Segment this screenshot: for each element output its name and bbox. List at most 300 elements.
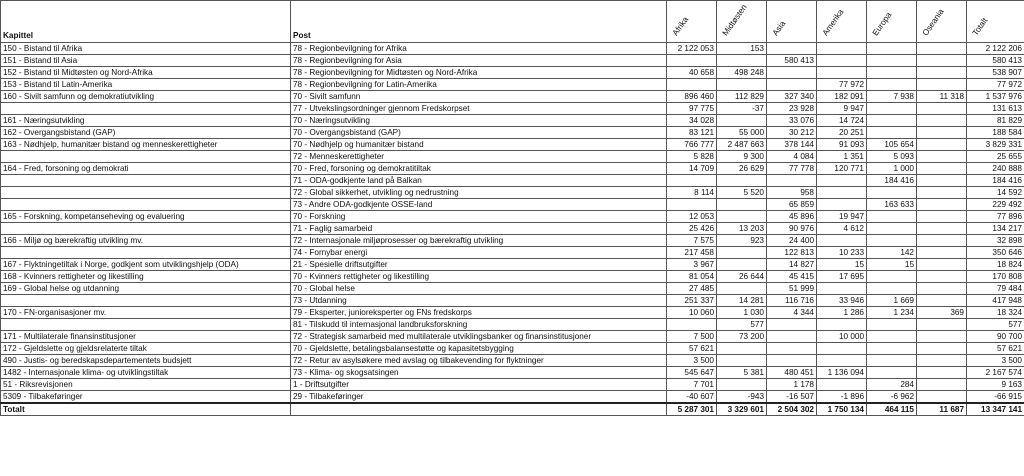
header-afrika: Afrika [667,1,717,43]
value-cell: 25 426 [667,223,717,235]
kapittel-cell: 170 - FN-organisasjoner mv. [1,307,291,319]
value-cell: 7 701 [667,379,717,391]
value-cell: -6 962 [867,391,917,404]
value-cell: 766 777 [667,139,717,151]
value-cell: 83 121 [667,127,717,139]
value-cell [917,235,967,247]
value-cell [917,283,967,295]
value-cell: 97 775 [667,103,717,115]
table-row [1,79,1024,91]
kapittel-cell: 490 - Justis- og beredskapsdepartementets budsjett [1,355,291,367]
value-cell [817,235,867,247]
table-row [1,55,1024,67]
value-cell: 1 000 [867,163,917,175]
table-row [1,391,1024,404]
table-row [1,319,1024,331]
header-amerika: Amerika [817,1,867,43]
value-cell [867,319,917,331]
post-cell: 72 - Internasjonale miljøprosesser og bærekraftig utvikling [291,235,667,247]
header-midtosten: Midtøsten [717,1,767,43]
value-cell: 369 [917,307,967,319]
total-value-cell: 1 750 134 [817,403,867,416]
table-row [1,187,1024,199]
total-post-cell [291,403,667,416]
value-cell: 1 234 [867,307,917,319]
value-cell: 3 967 [667,259,717,271]
value-cell: 10 000 [817,331,867,343]
value-cell: 7 575 [667,235,717,247]
total-value-cell: 3 329 601 [717,403,767,416]
value-cell [917,391,967,404]
value-cell: 163 633 [867,199,917,211]
total-value-cell: 5 287 301 [667,403,717,416]
value-cell [767,67,817,79]
value-cell [917,139,967,151]
value-cell: 577 [717,319,767,331]
kapittel-cell: 164 - Fred, forsoning og demokrati [1,163,291,175]
value-cell: 958 [767,187,817,199]
value-cell: 896 460 [667,91,717,103]
value-cell [917,67,967,79]
table-row [1,67,1024,79]
post-cell: 21 - Spesielle driftsutgifter [291,259,667,271]
value-cell: 91 093 [817,139,867,151]
value-cell: -16 507 [767,391,817,404]
table-row [1,175,1024,187]
value-cell [717,355,767,367]
value-cell [767,79,817,91]
value-cell: -40 607 [667,391,717,404]
value-cell [767,355,817,367]
post-cell: 78 - Regionbevilgning for Latin-Amerika [291,79,667,91]
kapittel-cell: 166 - Miljø og bærekraftig utvikling mv. [1,235,291,247]
value-cell: 15 [817,259,867,271]
value-cell: 7 938 [867,91,917,103]
value-cell: 57 621 [667,343,717,355]
kapittel-cell: 51 - Riksrevisjonen [1,379,291,391]
value-cell [867,367,917,379]
table-row [1,247,1024,259]
post-cell: 72 - Retur av asylsøkere med avslag og tilbakevending for flyktninger [291,355,667,367]
value-cell: 284 [867,379,917,391]
value-cell [867,223,917,235]
value-cell [717,211,767,223]
value-cell: 45 415 [767,271,817,283]
value-cell: 34 028 [667,115,717,127]
value-cell [767,43,817,55]
value-cell: 9 947 [817,103,867,115]
value-cell: 1 030 [717,307,767,319]
post-cell: 81 - Tilskudd til internasjonal landbruksforskning [291,319,667,331]
value-cell [817,67,867,79]
value-cell: 40 658 [667,67,717,79]
kapittel-cell [1,295,291,307]
value-cell: 2 167 574 [967,367,1024,379]
value-cell: 3 500 [967,355,1024,367]
value-cell [717,283,767,295]
value-cell: 498 248 [717,67,767,79]
value-cell: 20 251 [817,127,867,139]
total-row [1,403,1024,416]
value-cell: 184 416 [867,175,917,187]
value-cell [817,187,867,199]
value-cell [867,283,917,295]
value-cell: 14 709 [667,163,717,175]
value-cell: 417 948 [967,295,1024,307]
value-cell: -66 915 [967,391,1024,404]
post-cell: 71 - Faglig samarbeid [291,223,667,235]
value-cell: 9 300 [717,151,767,163]
value-cell [917,103,967,115]
value-cell [917,355,967,367]
table-row [1,151,1024,163]
value-cell: 1 537 976 [967,91,1024,103]
post-cell: 1 - Driftsutgifter [291,379,667,391]
value-cell: -943 [717,391,767,404]
header-post: Post [291,1,667,43]
value-cell [767,175,817,187]
kapittel-cell: 169 - Global helse og utdanning [1,283,291,295]
header-totalt: Totalt [967,1,1024,43]
kapittel-cell: 163 - Nødhjelp, humanitær bistand og menneskerettigheter [1,139,291,151]
kapittel-cell: 152 - Bistand til Midtøsten og Nord-Afrika [1,67,291,79]
post-cell: 72 - Global sikkerhet, utvikling og nedrustning [291,187,667,199]
value-cell: 105 654 [867,139,917,151]
post-cell: 73 - Utdanning [291,295,667,307]
kapittel-cell [1,187,291,199]
value-cell: 378 144 [767,139,817,151]
value-cell [917,175,967,187]
table-row [1,283,1024,295]
value-cell: 577 [967,319,1024,331]
kapittel-cell [1,223,291,235]
value-cell: 5 520 [717,187,767,199]
value-cell: 33 076 [767,115,817,127]
table-row [1,163,1024,175]
value-cell: 55 000 [717,127,767,139]
value-cell: 116 716 [767,295,817,307]
value-cell [917,79,967,91]
value-cell: 23 928 [767,103,817,115]
value-cell [867,211,917,223]
value-cell: 5 828 [667,151,717,163]
value-cell [917,115,967,127]
value-cell: 57 621 [967,343,1024,355]
value-cell [917,127,967,139]
value-cell: 217 458 [667,247,717,259]
value-cell: 2 122 206 [967,43,1024,55]
value-cell [817,379,867,391]
value-cell [717,79,767,91]
kapittel-cell: 151 - Bistand til Asia [1,55,291,67]
value-cell: 2 487 663 [717,139,767,151]
value-cell: 45 896 [767,211,817,223]
value-cell [917,319,967,331]
value-cell: 10 060 [667,307,717,319]
table-row [1,91,1024,103]
kapittel-cell [1,199,291,211]
value-cell [867,79,917,91]
value-cell [867,67,917,79]
value-cell [917,199,967,211]
value-cell [667,55,717,67]
value-cell [867,43,917,55]
value-cell [917,271,967,283]
post-cell: 70 - Fred, forsoning og demokratitiltak [291,163,667,175]
post-cell: 70 - Næringsutvikling [291,115,667,127]
value-cell: 7 500 [667,331,717,343]
value-cell [817,319,867,331]
post-cell: 70 - Overgangsbistand (GAP) [291,127,667,139]
value-cell [667,175,717,187]
value-cell [917,367,967,379]
value-cell: 14 281 [717,295,767,307]
value-cell [917,223,967,235]
value-cell [917,247,967,259]
value-cell [917,379,967,391]
post-cell: 70 - Sivilt samfunn [291,91,667,103]
post-cell: 78 - Regionbevilgning for Afrika [291,43,667,55]
value-cell: -37 [717,103,767,115]
value-cell: 19 947 [817,211,867,223]
value-cell [917,295,967,307]
value-cell: 51 999 [767,283,817,295]
kapittel-cell: 160 - Sivilt samfunn og demokratiutvikling [1,91,291,103]
value-cell [817,343,867,355]
post-cell: 71 - ODA-godkjente land på Balkan [291,175,667,187]
kapittel-cell: 165 - Forskning, kompetanseheving og evaluering [1,211,291,223]
value-cell [817,175,867,187]
value-cell [667,319,717,331]
value-cell: 33 946 [817,295,867,307]
value-cell: 14 827 [767,259,817,271]
value-cell: 11 318 [917,91,967,103]
value-cell [717,115,767,127]
table-row [1,127,1024,139]
header-oseania: Oseania [917,1,967,43]
value-cell: 17 695 [817,271,867,283]
post-cell: 70 - Nødhjelp og humanitær bistand [291,139,667,151]
kapittel-cell [1,319,291,331]
value-cell: 14 592 [967,187,1024,199]
value-cell: 131 613 [967,103,1024,115]
post-cell: 70 - Forskning [291,211,667,223]
total-label: Totalt [1,403,291,416]
value-cell [667,79,717,91]
value-cell: 77 972 [967,79,1024,91]
value-cell [817,283,867,295]
value-cell: 81 054 [667,271,717,283]
post-cell: 72 - Menneskerettigheter [291,151,667,163]
value-cell: 2 122 053 [667,43,717,55]
value-cell [767,331,817,343]
table-row [1,307,1024,319]
value-cell: 120 771 [817,163,867,175]
value-cell: 18 324 [967,307,1024,319]
value-cell [817,55,867,67]
value-cell: 122 813 [767,247,817,259]
value-cell: 77 972 [817,79,867,91]
value-cell: 229 492 [967,199,1024,211]
table-row [1,259,1024,271]
value-cell: 12 053 [667,211,717,223]
value-cell: 182 091 [817,91,867,103]
value-cell: 1 136 094 [817,367,867,379]
value-cell [817,43,867,55]
kapittel-cell: 1482 - Internasjonale klima- og utviklingstiltak [1,367,291,379]
value-cell: 81 829 [967,115,1024,127]
value-cell: 4 084 [767,151,817,163]
post-cell: 78 - Regionbevilgning for Midtøsten og Nord-Afrika [291,67,667,79]
value-cell: 1 351 [817,151,867,163]
value-cell: 18 824 [967,259,1024,271]
value-cell: 923 [717,235,767,247]
value-cell: -1 896 [817,391,867,404]
value-cell [917,43,967,55]
value-cell [717,175,767,187]
value-cell: 1 178 [767,379,817,391]
total-value-cell: 13 347 141 [967,403,1024,416]
kapittel-cell: 5309 - Tilbakeføringer [1,391,291,404]
value-cell [917,343,967,355]
value-cell: 79 484 [967,283,1024,295]
value-cell [717,247,767,259]
value-cell: 9 163 [967,379,1024,391]
value-cell: 1 286 [817,307,867,319]
value-cell: 170 808 [967,271,1024,283]
value-cell [917,151,967,163]
kapittel-cell [1,103,291,115]
post-cell: 29 - Tilbakeføringer [291,391,667,404]
value-cell: 10 233 [817,247,867,259]
kapittel-cell: 162 - Overgangsbistand (GAP) [1,127,291,139]
value-cell: 580 413 [767,55,817,67]
value-cell: 32 898 [967,235,1024,247]
value-cell [867,115,917,127]
table-row [1,367,1024,379]
total-value-cell: 11 687 [917,403,967,416]
value-cell: 188 584 [967,127,1024,139]
value-cell: 545 647 [667,367,717,379]
value-cell [867,271,917,283]
value-cell [767,343,817,355]
value-cell [667,199,717,211]
value-cell [917,55,967,67]
value-cell: 580 413 [967,55,1024,67]
value-cell: 5 381 [717,367,767,379]
value-cell: 251 337 [667,295,717,307]
total-value-cell: 2 504 302 [767,403,817,416]
value-cell: 65 859 [767,199,817,211]
kapittel-cell: 153 - Bistand til Latin-Amerika [1,79,291,91]
post-cell: 73 - Klima- og skogsatsingen [291,367,667,379]
header-row [1,1,1024,43]
value-cell: 26 629 [717,163,767,175]
table-row [1,331,1024,343]
value-cell [817,355,867,367]
post-cell: 78 - Regionbevilgning for Asia [291,55,667,67]
value-cell: 77 778 [767,163,817,175]
table-row [1,115,1024,127]
value-cell [817,199,867,211]
kapittel-cell [1,175,291,187]
value-cell [717,343,767,355]
value-cell: 4 344 [767,307,817,319]
value-cell: 77 896 [967,211,1024,223]
header-europa: Europa [867,1,917,43]
value-cell: 24 400 [767,235,817,247]
table-row [1,235,1024,247]
value-cell: 4 612 [817,223,867,235]
value-cell: 13 203 [717,223,767,235]
kapittel-cell: 168 - Kvinners rettigheter og likestilling [1,271,291,283]
table-row [1,271,1024,283]
value-cell [917,331,967,343]
kapittel-cell: 167 - Flyktningetiltak i Norge, godkjent som utviklingshjelp (ODA) [1,259,291,271]
table-row [1,43,1024,55]
value-cell: 8 114 [667,187,717,199]
value-cell: 26 644 [717,271,767,283]
kapittel-cell [1,151,291,163]
table-row [1,379,1024,391]
value-cell: 1 669 [867,295,917,307]
value-cell: 112 829 [717,91,767,103]
total-value-cell: 464 115 [867,403,917,416]
value-cell: 3 829 331 [967,139,1024,151]
value-cell [867,343,917,355]
kapittel-cell: 150 - Bistand til Afrika [1,43,291,55]
value-cell: 134 217 [967,223,1024,235]
table-row [1,139,1024,151]
value-cell: 25 655 [967,151,1024,163]
value-cell: 480 451 [767,367,817,379]
table-row [1,103,1024,115]
post-cell: 74 - Fornybar energi [291,247,667,259]
value-cell [767,319,817,331]
table-row [1,223,1024,235]
value-cell: 350 646 [967,247,1024,259]
table-row [1,355,1024,367]
header-kapittel: Kapittel [1,1,291,43]
value-cell [867,127,917,139]
value-cell: 5 093 [867,151,917,163]
value-cell [917,259,967,271]
value-cell: 3 500 [667,355,717,367]
value-cell [717,55,767,67]
value-cell [917,163,967,175]
value-cell [867,355,917,367]
value-cell: 90 700 [967,331,1024,343]
table-row [1,343,1024,355]
post-cell: 70 - Gjeldslette, betalingsbalansestøtte og kapasitetsbygging [291,343,667,355]
post-cell: 73 - Andre ODA-godkjente OSSE-land [291,199,667,211]
value-cell [867,103,917,115]
value-cell [717,379,767,391]
value-cell [717,199,767,211]
value-cell: 90 976 [767,223,817,235]
value-cell [867,187,917,199]
value-cell: 27 485 [667,283,717,295]
value-cell: 15 [867,259,917,271]
value-cell [867,55,917,67]
kapittel-cell: 172 - Gjeldslette og gjeldsrelaterte tiltak [1,343,291,355]
value-cell: 142 [867,247,917,259]
value-cell: 240 888 [967,163,1024,175]
value-cell: 327 340 [767,91,817,103]
post-cell: 70 - Global helse [291,283,667,295]
value-cell: 73 200 [717,331,767,343]
value-cell [717,259,767,271]
